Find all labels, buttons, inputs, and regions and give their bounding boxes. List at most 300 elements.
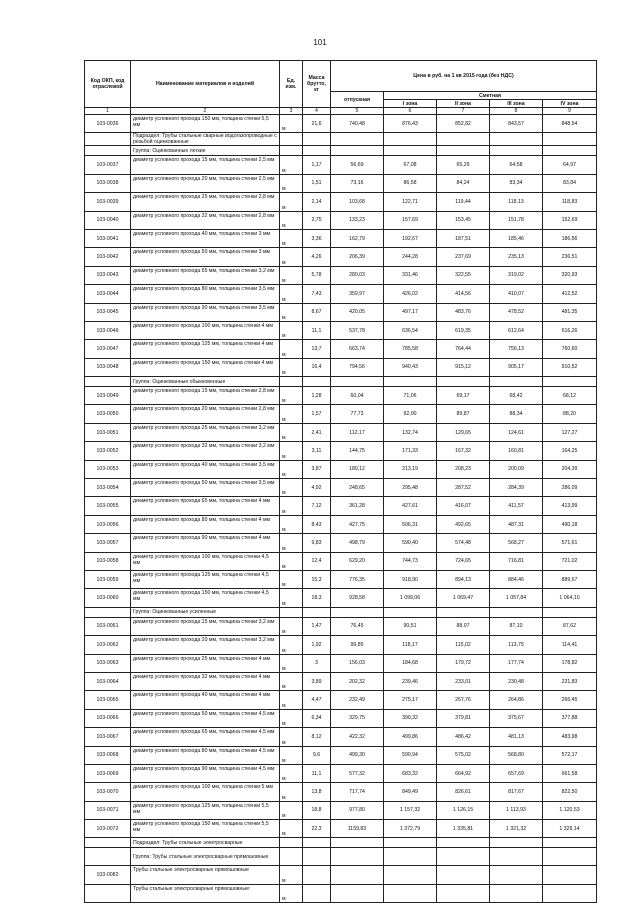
- name-cell: диаметр условного прохода 40 мм, толщина стенки 4 мм: [131, 691, 280, 709]
- table-row: [85, 570, 597, 588]
- zone-4-price-cell: 118,83: [543, 193, 597, 211]
- empty-cell: [280, 133, 303, 146]
- name-cell: диаметр условного прохода 20 мм, толщина стенки 2,8 мм: [131, 405, 280, 423]
- zone-1-price-cell: 1 372,79: [384, 820, 437, 838]
- unit-cell: м: [280, 340, 303, 358]
- group-row: [85, 377, 597, 387]
- empty-cell: [437, 146, 490, 156]
- name-cell: диаметр условного прохода 125 мм, толщина стенки 5,5 мм: [131, 801, 280, 819]
- table-row: [85, 358, 597, 376]
- name-cell: Трубы стальные электросварные прямошовные: [131, 866, 280, 884]
- zone-3-price-cell: 481,13: [490, 728, 543, 746]
- zone-3-price-cell: 68,42: [490, 387, 543, 405]
- table-row: [85, 174, 597, 192]
- release-price-cell: 180,12: [331, 460, 384, 478]
- unit-cell: м: [280, 387, 303, 405]
- empty-cell: [490, 133, 543, 146]
- unit-cell: м: [280, 442, 303, 460]
- zone-3-price-cell: 905,17: [490, 358, 543, 376]
- unit-cell: м: [280, 636, 303, 654]
- name-cell: диаметр условного прохода 25 мм, толщина стенки 3,2 мм: [131, 423, 280, 441]
- table-row: [85, 801, 597, 819]
- zone-1-price-cell: 331,46: [384, 266, 437, 284]
- zone-1-price-cell: 86,58: [384, 174, 437, 192]
- zone-3-price-cell: 1 113,93: [490, 801, 543, 819]
- table-row: [85, 460, 597, 478]
- subsection-title: Подраздел: Трубы стальные электросварные: [131, 838, 280, 848]
- unit-cell: м: [280, 654, 303, 672]
- unit-cell: м: [280, 534, 303, 552]
- zone-4-price-cell: 483,98: [543, 728, 597, 746]
- unit-cell: м: [280, 783, 303, 801]
- zone-2-price-cell: 486,42: [437, 728, 490, 746]
- group-title: Группа: Трубы стальные электросварные прямошовные: [131, 848, 280, 866]
- name-cell: диаметр условного прохода 80 мм, толщина стенки 4,5 мм: [131, 746, 280, 764]
- group-title: Группа: Оцинкованные обыкновенные: [131, 377, 280, 387]
- mass-cell: 9,6: [303, 746, 331, 764]
- header-zone-3: III зона: [490, 100, 543, 108]
- mass-cell: 3,89: [303, 672, 331, 690]
- mass-cell: 4,26: [303, 248, 331, 266]
- zone-3-price-cell: 264,86: [490, 691, 543, 709]
- release-price-cell: 329,75: [331, 709, 384, 727]
- code-cell: 103-0040: [85, 211, 131, 229]
- name-cell: диаметр условного прохода 32 мм, толщина стенки 3,2 мм: [131, 442, 280, 460]
- empty-cell: [384, 838, 437, 848]
- code-cell: 103-0037: [85, 156, 131, 174]
- table-row: [85, 266, 597, 284]
- code-cell: 103-0082: [85, 866, 131, 884]
- release-price-cell: 663,74: [331, 340, 384, 358]
- code-cell: 103-0059: [85, 570, 131, 588]
- table-row: [85, 340, 597, 358]
- unit-cell: м: [280, 156, 303, 174]
- name-cell: диаметр условного прохода 15 мм, толщина стенки 2,5 мм: [131, 156, 280, 174]
- code-cell: 103-0068: [85, 746, 131, 764]
- zone-2-price-cell: 153,45: [437, 211, 490, 229]
- release-price-cell: 498,79: [331, 534, 384, 552]
- empty-cell: [331, 607, 384, 617]
- zone-3-price-cell: 64,58: [490, 156, 543, 174]
- zone-3-price-cell: 487,31: [490, 515, 543, 533]
- code-cell: 103-0066: [85, 709, 131, 727]
- zone-3-price-cell: 612,64: [490, 321, 543, 339]
- mass-cell: 4,47: [303, 691, 331, 709]
- zone-4-price-cell: 889,67: [543, 570, 597, 588]
- zone-3-price-cell: 230,48: [490, 672, 543, 690]
- zone-1-price-cell: 506,31: [384, 515, 437, 533]
- empty-code-cell: [85, 377, 131, 387]
- zone-1-price-cell: 590,94: [384, 746, 437, 764]
- zone-4-price-cell: 1 329,14: [543, 820, 597, 838]
- zone-3-price-cell: 200,09: [490, 460, 543, 478]
- zone-4-price-cell: 490,18: [543, 515, 597, 533]
- zone-2-price-cell: 826,61: [437, 783, 490, 801]
- name-cell: диаметр условного прохода 90 мм, толщина стенки 4,5 мм: [131, 764, 280, 782]
- table-row: [85, 211, 597, 229]
- mass-cell: 13,8: [303, 783, 331, 801]
- mass-cell: [303, 866, 331, 884]
- name-cell: диаметр условного прохода 65 мм, толщина стенки 4 мм: [131, 497, 280, 515]
- zone-4-price-cell: 481,35: [543, 303, 597, 321]
- release-price-cell: 60,04: [331, 387, 384, 405]
- zone-1-price-cell: 744,73: [384, 552, 437, 570]
- table-row: [85, 783, 597, 801]
- unit-cell: м: [280, 589, 303, 607]
- mass-cell: 12,4: [303, 552, 331, 570]
- zone-2-price-cell: 267,76: [437, 691, 490, 709]
- zone-2-price-cell: 483,76: [437, 303, 490, 321]
- zone-2-price-cell: 69,17: [437, 387, 490, 405]
- code-cell: 103-0058: [85, 552, 131, 570]
- mass-cell: 3: [303, 654, 331, 672]
- release-price-cell: 629,20: [331, 552, 384, 570]
- zone-3-price-cell: 1 057,84: [490, 589, 543, 607]
- table-row: [85, 728, 597, 746]
- empty-code-cell: [85, 146, 131, 156]
- column-number: 9: [543, 108, 597, 115]
- code-cell: 103-0049: [85, 387, 131, 405]
- empty-cell: [303, 838, 331, 848]
- zone-2-price-cell: 575,02: [437, 746, 490, 764]
- mass-cell: 2,75: [303, 211, 331, 229]
- name-cell: диаметр условного прохода 40 мм, толщина стенки 3 мм: [131, 229, 280, 247]
- empty-cell: [280, 607, 303, 617]
- header-name: Наименование материалов и изделий: [131, 61, 280, 108]
- zone-1-price-cell: 849,49: [384, 783, 437, 801]
- empty-cell: [543, 133, 597, 146]
- zone-4-price-cell: 178,82: [543, 654, 597, 672]
- subsection-title: Подраздел: Трубы стальные сварные водогазопроводные с резьбой оцинкованные: [131, 133, 280, 146]
- zone-2-price-cell: 1 335,81: [437, 820, 490, 838]
- name-cell: диаметр условного прохода 50 мм, толщина стенки 3 мм: [131, 248, 280, 266]
- name-cell: диаметр условного прохода 65 мм, толщина стенки 3,2 мм: [131, 266, 280, 284]
- unit-cell: м: [280, 193, 303, 211]
- zone-4-price-cell: 848,54: [543, 115, 597, 133]
- header-estimated: Сметная: [384, 92, 597, 100]
- name-cell: Трубы стальные электросварные прямошовные:: [131, 884, 280, 902]
- zone-1-price-cell: 499,86: [384, 728, 437, 746]
- code-cell: [85, 884, 131, 902]
- code-cell: 103-0060: [85, 589, 131, 607]
- zone-2-price-cell: 119,44: [437, 193, 490, 211]
- release-price-cell: 361,28: [331, 497, 384, 515]
- zone-3-price-cell: 185,46: [490, 229, 543, 247]
- release-price-cell: 133,23: [331, 211, 384, 229]
- zone-4-price-cell: 231,83: [543, 672, 597, 690]
- name-cell: диаметр условного прохода 100 мм, толщина стенки 4,5 мм: [131, 552, 280, 570]
- table-row: [85, 589, 597, 607]
- zone-2-price-cell: 65,29: [437, 156, 490, 174]
- unit-cell: м: [280, 570, 303, 588]
- code-cell: 103-0047: [85, 340, 131, 358]
- name-cell: диаметр условного прохода 150 мм, толщина стенки 4 мм: [131, 358, 280, 376]
- table-row: [85, 115, 597, 133]
- zone-3-price-cell: 568,80: [490, 746, 543, 764]
- zone-3-price-cell: 88,34: [490, 405, 543, 423]
- table-row: [85, 497, 597, 515]
- zone-2-price-cell: 167,32: [437, 442, 490, 460]
- zone-4-price-cell: 127,27: [543, 423, 597, 441]
- zone-2-price-cell: 88,07: [437, 617, 490, 635]
- zone-1-price-cell: 683,32: [384, 764, 437, 782]
- mass-cell: 1,47: [303, 617, 331, 635]
- table-row: [85, 534, 597, 552]
- name-cell: диаметр условного прохода 125 мм, толщина стенки 4 мм: [131, 340, 280, 358]
- release-price-cell: 77,73: [331, 405, 384, 423]
- zone-3-price-cell: 817,67: [490, 783, 543, 801]
- table-row: [85, 617, 597, 635]
- name-cell: диаметр условного прохода 100 мм, толщина стенки 4 мм: [131, 321, 280, 339]
- empty-cell: [543, 607, 597, 617]
- zone-4-price-cell: 1 120,53: [543, 801, 597, 819]
- zone-2-price-cell: 179,72: [437, 654, 490, 672]
- name-cell: диаметр условного прохода 125 мм, толщина стенки 4,5 мм: [131, 570, 280, 588]
- mass-cell: 8,43: [303, 515, 331, 533]
- release-price-cell: 162,79: [331, 229, 384, 247]
- table-row: [85, 654, 597, 672]
- unit-cell: м: [280, 115, 303, 133]
- unit-cell: м: [280, 672, 303, 690]
- name-cell: диаметр условного прохода 25 мм, толщина стенки 4 мм: [131, 654, 280, 672]
- page-number: 101: [313, 38, 327, 47]
- zone-3-price-cell: 1 321,32: [490, 820, 543, 838]
- empty-cell: [303, 377, 331, 387]
- release-price-cell: 422,32: [331, 728, 384, 746]
- header-code: Код ОКП, код отраслевой: [85, 61, 131, 108]
- zone-4-price-cell: 204,39: [543, 460, 597, 478]
- group-title: Группа: Оцинкованные усиленные: [131, 607, 280, 617]
- code-cell: 103-0046: [85, 321, 131, 339]
- zone-4-price-cell: 413,99: [543, 497, 597, 515]
- zone-2-price-cell: 664,92: [437, 764, 490, 782]
- table-row: [85, 479, 597, 497]
- mass-cell: 1,51: [303, 174, 331, 192]
- mass-cell: 11,1: [303, 321, 331, 339]
- mass-cell: 21,6: [303, 115, 331, 133]
- zone-2-price-cell: 414,56: [437, 285, 490, 303]
- empty-code-cell: [85, 133, 131, 146]
- code-cell: 103-0055: [85, 497, 131, 515]
- table-row: [85, 229, 597, 247]
- code-cell: 103-0041: [85, 229, 131, 247]
- column-number: 5: [331, 108, 384, 115]
- zone-4-price-cell: 152,69: [543, 211, 597, 229]
- empty-cell: [303, 133, 331, 146]
- mass-cell: 11,1: [303, 764, 331, 782]
- mass-cell: 3,87: [303, 460, 331, 478]
- zone-4-price-cell: 572,17: [543, 746, 597, 764]
- unit-cell: м: [280, 321, 303, 339]
- empty-cell: [303, 848, 331, 866]
- zone-1-price-cell: 918,90: [384, 570, 437, 588]
- name-cell: диаметр условного прохода 20 мм, толщина стенки 2,5 мм: [131, 174, 280, 192]
- zone-4-price-cell: 822,50: [543, 783, 597, 801]
- zone-4-price-cell: 266,45: [543, 691, 597, 709]
- code-cell: 103-0061: [85, 617, 131, 635]
- zone-2-price-cell: 416,07: [437, 497, 490, 515]
- header-unit: Ед. изм.: [280, 61, 303, 108]
- zone-2-price-cell: 619,35: [437, 321, 490, 339]
- zone-3-price-cell: 756,13: [490, 340, 543, 358]
- empty-cell: [437, 607, 490, 617]
- name-cell: диаметр условного прохода 80 мм, толщина стенки 4 мм: [131, 515, 280, 533]
- zone-2-price-cell: [437, 866, 490, 884]
- zone-2-price-cell: 84,24: [437, 174, 490, 192]
- name-cell: диаметр условного прохода 65 мм, толщина стенки 4,5 мм: [131, 728, 280, 746]
- zone-2-price-cell: 208,23: [437, 460, 490, 478]
- name-cell: диаметр условного прохода 150 мм, толщина стенки 4,5 мм: [131, 589, 280, 607]
- zone-1-price-cell: 239,46: [384, 672, 437, 690]
- zone-1-price-cell: 92,00: [384, 405, 437, 423]
- header-price: Цена в руб. на 1 кв 2015 года (без НДС): [331, 61, 597, 92]
- zone-1-price-cell: [384, 866, 437, 884]
- zone-4-price-cell: 760,60: [543, 340, 597, 358]
- empty-cell: [490, 848, 543, 866]
- zone-3-price-cell: 124,61: [490, 423, 543, 441]
- zone-3-price-cell: 411,57: [490, 497, 543, 515]
- release-price-cell: 1159,83: [331, 820, 384, 838]
- table-row: [85, 746, 597, 764]
- code-cell: 103-0070: [85, 783, 131, 801]
- empty-cell: [490, 146, 543, 156]
- zone-2-price-cell: 724,65: [437, 552, 490, 570]
- zone-3-price-cell: 410,07: [490, 285, 543, 303]
- release-price-cell: 103,68: [331, 193, 384, 211]
- code-cell: 103-0069: [85, 764, 131, 782]
- release-price-cell: 76,45: [331, 617, 384, 635]
- empty-cell: [331, 848, 384, 866]
- name-cell: диаметр условного прохода 150 мм, толщина стенки 5,5 мм: [131, 820, 280, 838]
- release-price-cell: 420,05: [331, 303, 384, 321]
- release-price-cell: [331, 884, 384, 902]
- unit-cell: м: [280, 460, 303, 478]
- zone-2-price-cell: 764,44: [437, 340, 490, 358]
- mass-cell: [303, 884, 331, 902]
- table-row: [85, 709, 597, 727]
- zone-1-price-cell: 122,71: [384, 193, 437, 211]
- empty-cell: [280, 848, 303, 866]
- release-price-cell: 977,80: [331, 801, 384, 819]
- zone-3-price-cell: 843,57: [490, 115, 543, 133]
- empty-cell: [331, 146, 384, 156]
- zone-2-price-cell: 89,87: [437, 405, 490, 423]
- mass-cell: 16,4: [303, 358, 331, 376]
- zone-3-price-cell: 884,46: [490, 570, 543, 588]
- zone-2-price-cell: 492,65: [437, 515, 490, 533]
- column-number: 1: [85, 108, 131, 115]
- header-zone-1: I зона: [384, 100, 437, 108]
- zone-1-price-cell: 295,48: [384, 479, 437, 497]
- unit-cell: м: [280, 866, 303, 884]
- code-cell: 103-0054: [85, 479, 131, 497]
- unit-cell: м: [280, 248, 303, 266]
- table-row: [85, 156, 597, 174]
- zone-1-price-cell: 1 099,06: [384, 589, 437, 607]
- zone-3-price-cell: 284,39: [490, 479, 543, 497]
- release-price-cell: 577,32: [331, 764, 384, 782]
- empty-cell: [543, 848, 597, 866]
- zone-4-price-cell: 236,51: [543, 248, 597, 266]
- code-cell: 103-0044: [85, 285, 131, 303]
- mass-cell: 7,12: [303, 497, 331, 515]
- mass-cell: 8,67: [303, 303, 331, 321]
- zone-3-price-cell: 83,34: [490, 174, 543, 192]
- zone-1-price-cell: 390,32: [384, 709, 437, 727]
- unit-cell: м: [280, 552, 303, 570]
- unit-cell: м: [280, 358, 303, 376]
- zone-4-price-cell: 186,56: [543, 229, 597, 247]
- table-row: [85, 285, 597, 303]
- zone-4-price-cell: [543, 866, 597, 884]
- name-cell: диаметр условного прохода 90 мм, толщина стенки 4 мм: [131, 534, 280, 552]
- unit-cell: м: [280, 764, 303, 782]
- release-price-cell: 56,69: [331, 156, 384, 174]
- name-cell: диаметр условного прохода 32 мм, толщина стенки 4 мм: [131, 672, 280, 690]
- name-cell: диаметр условного прохода 90 мм, толщина стенки 3,5 мм: [131, 303, 280, 321]
- zone-1-price-cell: 876,43: [384, 115, 437, 133]
- name-cell: диаметр условного прохода 150 мм, толщина стенки 5,5 мм: [131, 115, 280, 133]
- unit-cell: м: [280, 266, 303, 284]
- header-mass: Масса брутто, кг: [303, 61, 331, 108]
- code-cell: 103-0050: [85, 405, 131, 423]
- empty-cell: [331, 377, 384, 387]
- zone-1-price-cell: 785,58: [384, 340, 437, 358]
- zone-1-price-cell: 213,19: [384, 460, 437, 478]
- name-cell: диаметр условного прохода 20 мм, толщина стенки 3,2 мм: [131, 636, 280, 654]
- name-cell: диаметр условного прохода 80 мм, толщина стенки 3,5 мм: [131, 285, 280, 303]
- release-price-cell: 73,16: [331, 174, 384, 192]
- zone-1-price-cell: 71,06: [384, 387, 437, 405]
- code-cell: 103-0039: [85, 193, 131, 211]
- table-row: [85, 820, 597, 838]
- zone-2-price-cell: 129,65: [437, 423, 490, 441]
- zone-1-price-cell: [384, 884, 437, 902]
- release-price-cell: 794,56: [331, 358, 384, 376]
- empty-cell: [280, 377, 303, 387]
- empty-cell: [490, 838, 543, 848]
- code-cell: 103-0051: [85, 423, 131, 441]
- mass-cell: 1,57: [303, 405, 331, 423]
- zone-2-price-cell: 1 126,15: [437, 801, 490, 819]
- zone-2-price-cell: 237,69: [437, 248, 490, 266]
- zone-1-price-cell: 184,68: [384, 654, 437, 672]
- mass-cell: 1,92: [303, 636, 331, 654]
- release-price-cell: 156,03: [331, 654, 384, 672]
- zone-3-price-cell: 375,67: [490, 709, 543, 727]
- empty-cell: [490, 377, 543, 387]
- code-cell: 103-0043: [85, 266, 131, 284]
- zone-4-price-cell: 616,26: [543, 321, 597, 339]
- unit-cell: м: [280, 801, 303, 819]
- empty-cell: [437, 133, 490, 146]
- subsection-row: [85, 133, 597, 146]
- column-number: 7: [437, 108, 490, 115]
- empty-cell: [280, 838, 303, 848]
- empty-cell: [331, 838, 384, 848]
- table-row: [85, 423, 597, 441]
- zone-2-price-cell: 915,12: [437, 358, 490, 376]
- code-cell: 103-0071: [85, 801, 131, 819]
- name-cell: диаметр условного прохода 50 мм, толщина стенки 3,5 мм: [131, 479, 280, 497]
- table-row: [85, 193, 597, 211]
- code-cell: 103-0045: [85, 303, 131, 321]
- empty-cell: [384, 133, 437, 146]
- zone-2-price-cell: 115,02: [437, 636, 490, 654]
- empty-cell: [280, 146, 303, 156]
- empty-cell: [303, 146, 331, 156]
- unit-cell: м: [280, 746, 303, 764]
